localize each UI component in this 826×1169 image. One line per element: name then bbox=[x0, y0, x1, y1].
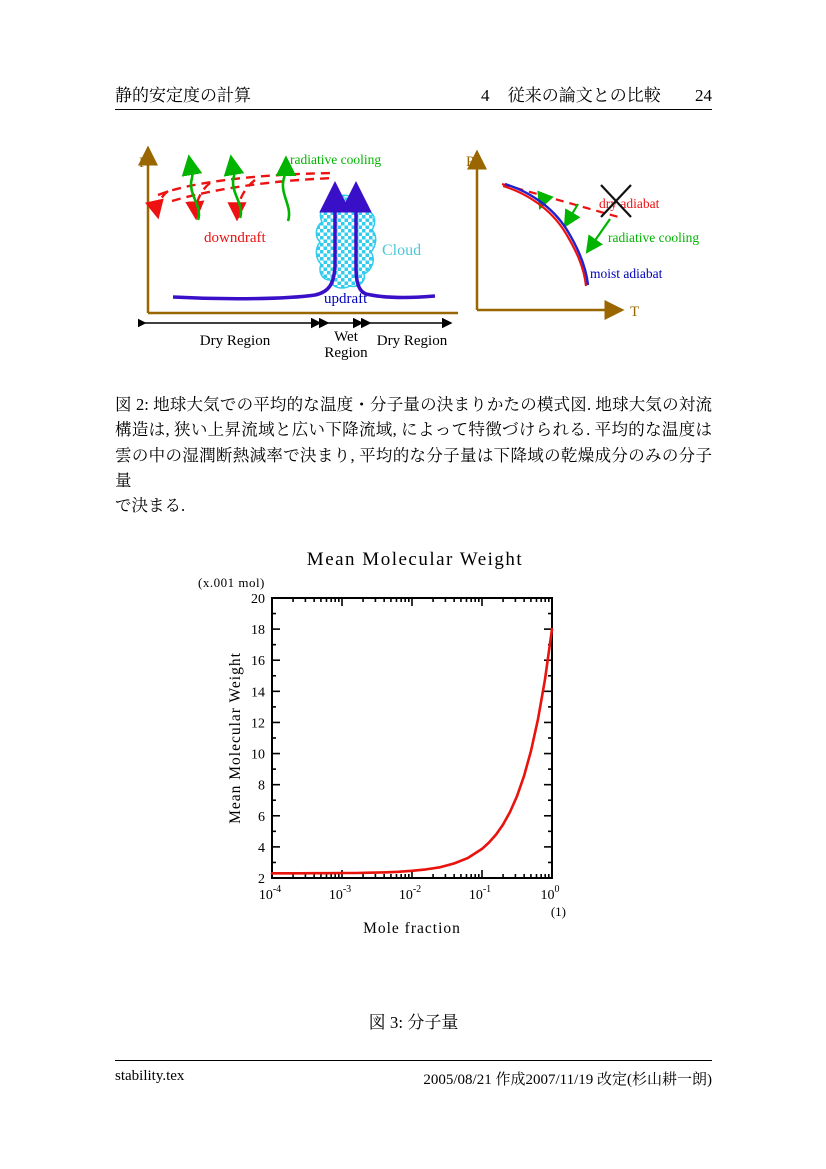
p-axis-label: P bbox=[139, 155, 148, 171]
y-axis-unit-label: (x.001 mol) bbox=[198, 575, 265, 590]
figure2-right-diagram bbox=[460, 138, 715, 343]
figure3-caption: 図 3: 分子量 bbox=[368, 1013, 459, 1032]
downdraft-label: downdraft bbox=[204, 230, 266, 246]
doc-title: 静的安定度の計算 bbox=[115, 86, 251, 105]
page-footer bbox=[115, 1060, 712, 1089]
y-tick-label: 14 bbox=[251, 685, 265, 701]
updraft-label: updraft bbox=[324, 291, 368, 307]
footer-dates: 2005/08/21 作成2007/11/19 改定(杉山耕一朗) bbox=[423, 1072, 712, 1088]
y-tick-label: 2 bbox=[258, 872, 265, 887]
cloud-label: Cloud bbox=[382, 242, 422, 259]
radiative-cooling-label: radiative cooling bbox=[608, 230, 700, 245]
y-tick-label: 20 bbox=[251, 592, 265, 607]
x-tick-label: $10^{-1}$ bbox=[468, 884, 492, 903]
y-axis-title: Mean Molecular Weight bbox=[227, 652, 244, 824]
figure2-left-diagram bbox=[138, 138, 468, 366]
x-axis-title: Mole fraction bbox=[363, 920, 461, 937]
t-axis-label: T bbox=[630, 304, 640, 320]
downdraft-dashed-curves bbox=[157, 173, 335, 219]
caption-line: 雲の中の湿潤断熱減率で決まり, 平均的な分子量は下降域の乾燥成分のみの分子量 bbox=[115, 445, 712, 490]
axis-ticks bbox=[272, 598, 552, 878]
plot-frame bbox=[272, 598, 552, 878]
section-title: 従来の論文との比較 bbox=[507, 86, 661, 105]
cloud-shape bbox=[316, 195, 375, 288]
page-header bbox=[115, 80, 712, 110]
x-tick-label: $10^{-2}$ bbox=[398, 884, 422, 903]
caption-line: 図 2: 地球大気での平均的な温度・分子量の決まりかたの模式図. 地球大気の対流 bbox=[115, 395, 712, 414]
chart-title: Mean Molecular Weight bbox=[306, 549, 524, 570]
moist-adiabat-blue bbox=[505, 184, 588, 285]
y-tick-label: 10 bbox=[251, 747, 265, 763]
y-tick-label: 16 bbox=[251, 654, 265, 670]
x-axis-unit-label: (1) bbox=[550, 904, 566, 919]
wet-region-label-line2: Region bbox=[324, 345, 368, 361]
dry-region-right-label: Dry Region bbox=[376, 333, 448, 349]
dry-adiabat-label: dry adiabat bbox=[599, 196, 660, 211]
y-tick-label: 8 bbox=[258, 778, 265, 794]
dry-region-left-label: Dry Region bbox=[199, 333, 271, 349]
moist-adiabat-red bbox=[503, 186, 586, 286]
x-tick-label: $10^0$ bbox=[540, 884, 560, 903]
figure2-caption bbox=[115, 392, 712, 518]
p-axis-label: P bbox=[466, 154, 475, 170]
caption-line: で決まる. bbox=[115, 496, 186, 516]
header-right bbox=[481, 81, 712, 106]
y-tick-label: 6 bbox=[258, 809, 265, 825]
chart-curve bbox=[272, 629, 552, 873]
x-tick-label: $10^{-3}$ bbox=[328, 884, 352, 903]
section-number: 4 bbox=[481, 86, 490, 105]
moist-adiabat-label: moist adiabat bbox=[590, 266, 663, 281]
mean-molecular-weight-chart bbox=[190, 540, 580, 945]
y-tick-label: 4 bbox=[258, 840, 265, 856]
wet-region-label-line1: Wet bbox=[334, 329, 358, 345]
caption-line: 構造は, 狭い上昇流域と広い下降流域, によって特徴づけられる. 平均的な温度は bbox=[115, 420, 712, 440]
footer-filename: stability.tex bbox=[115, 1068, 185, 1084]
page-number: 24 bbox=[695, 86, 712, 105]
y-tick-label: 18 bbox=[251, 623, 265, 639]
radiative-cooling-label: radiative cooling bbox=[290, 152, 382, 167]
x-tick-label: $10^{-4}$ bbox=[258, 884, 282, 903]
y-tick-label: 12 bbox=[251, 716, 265, 732]
